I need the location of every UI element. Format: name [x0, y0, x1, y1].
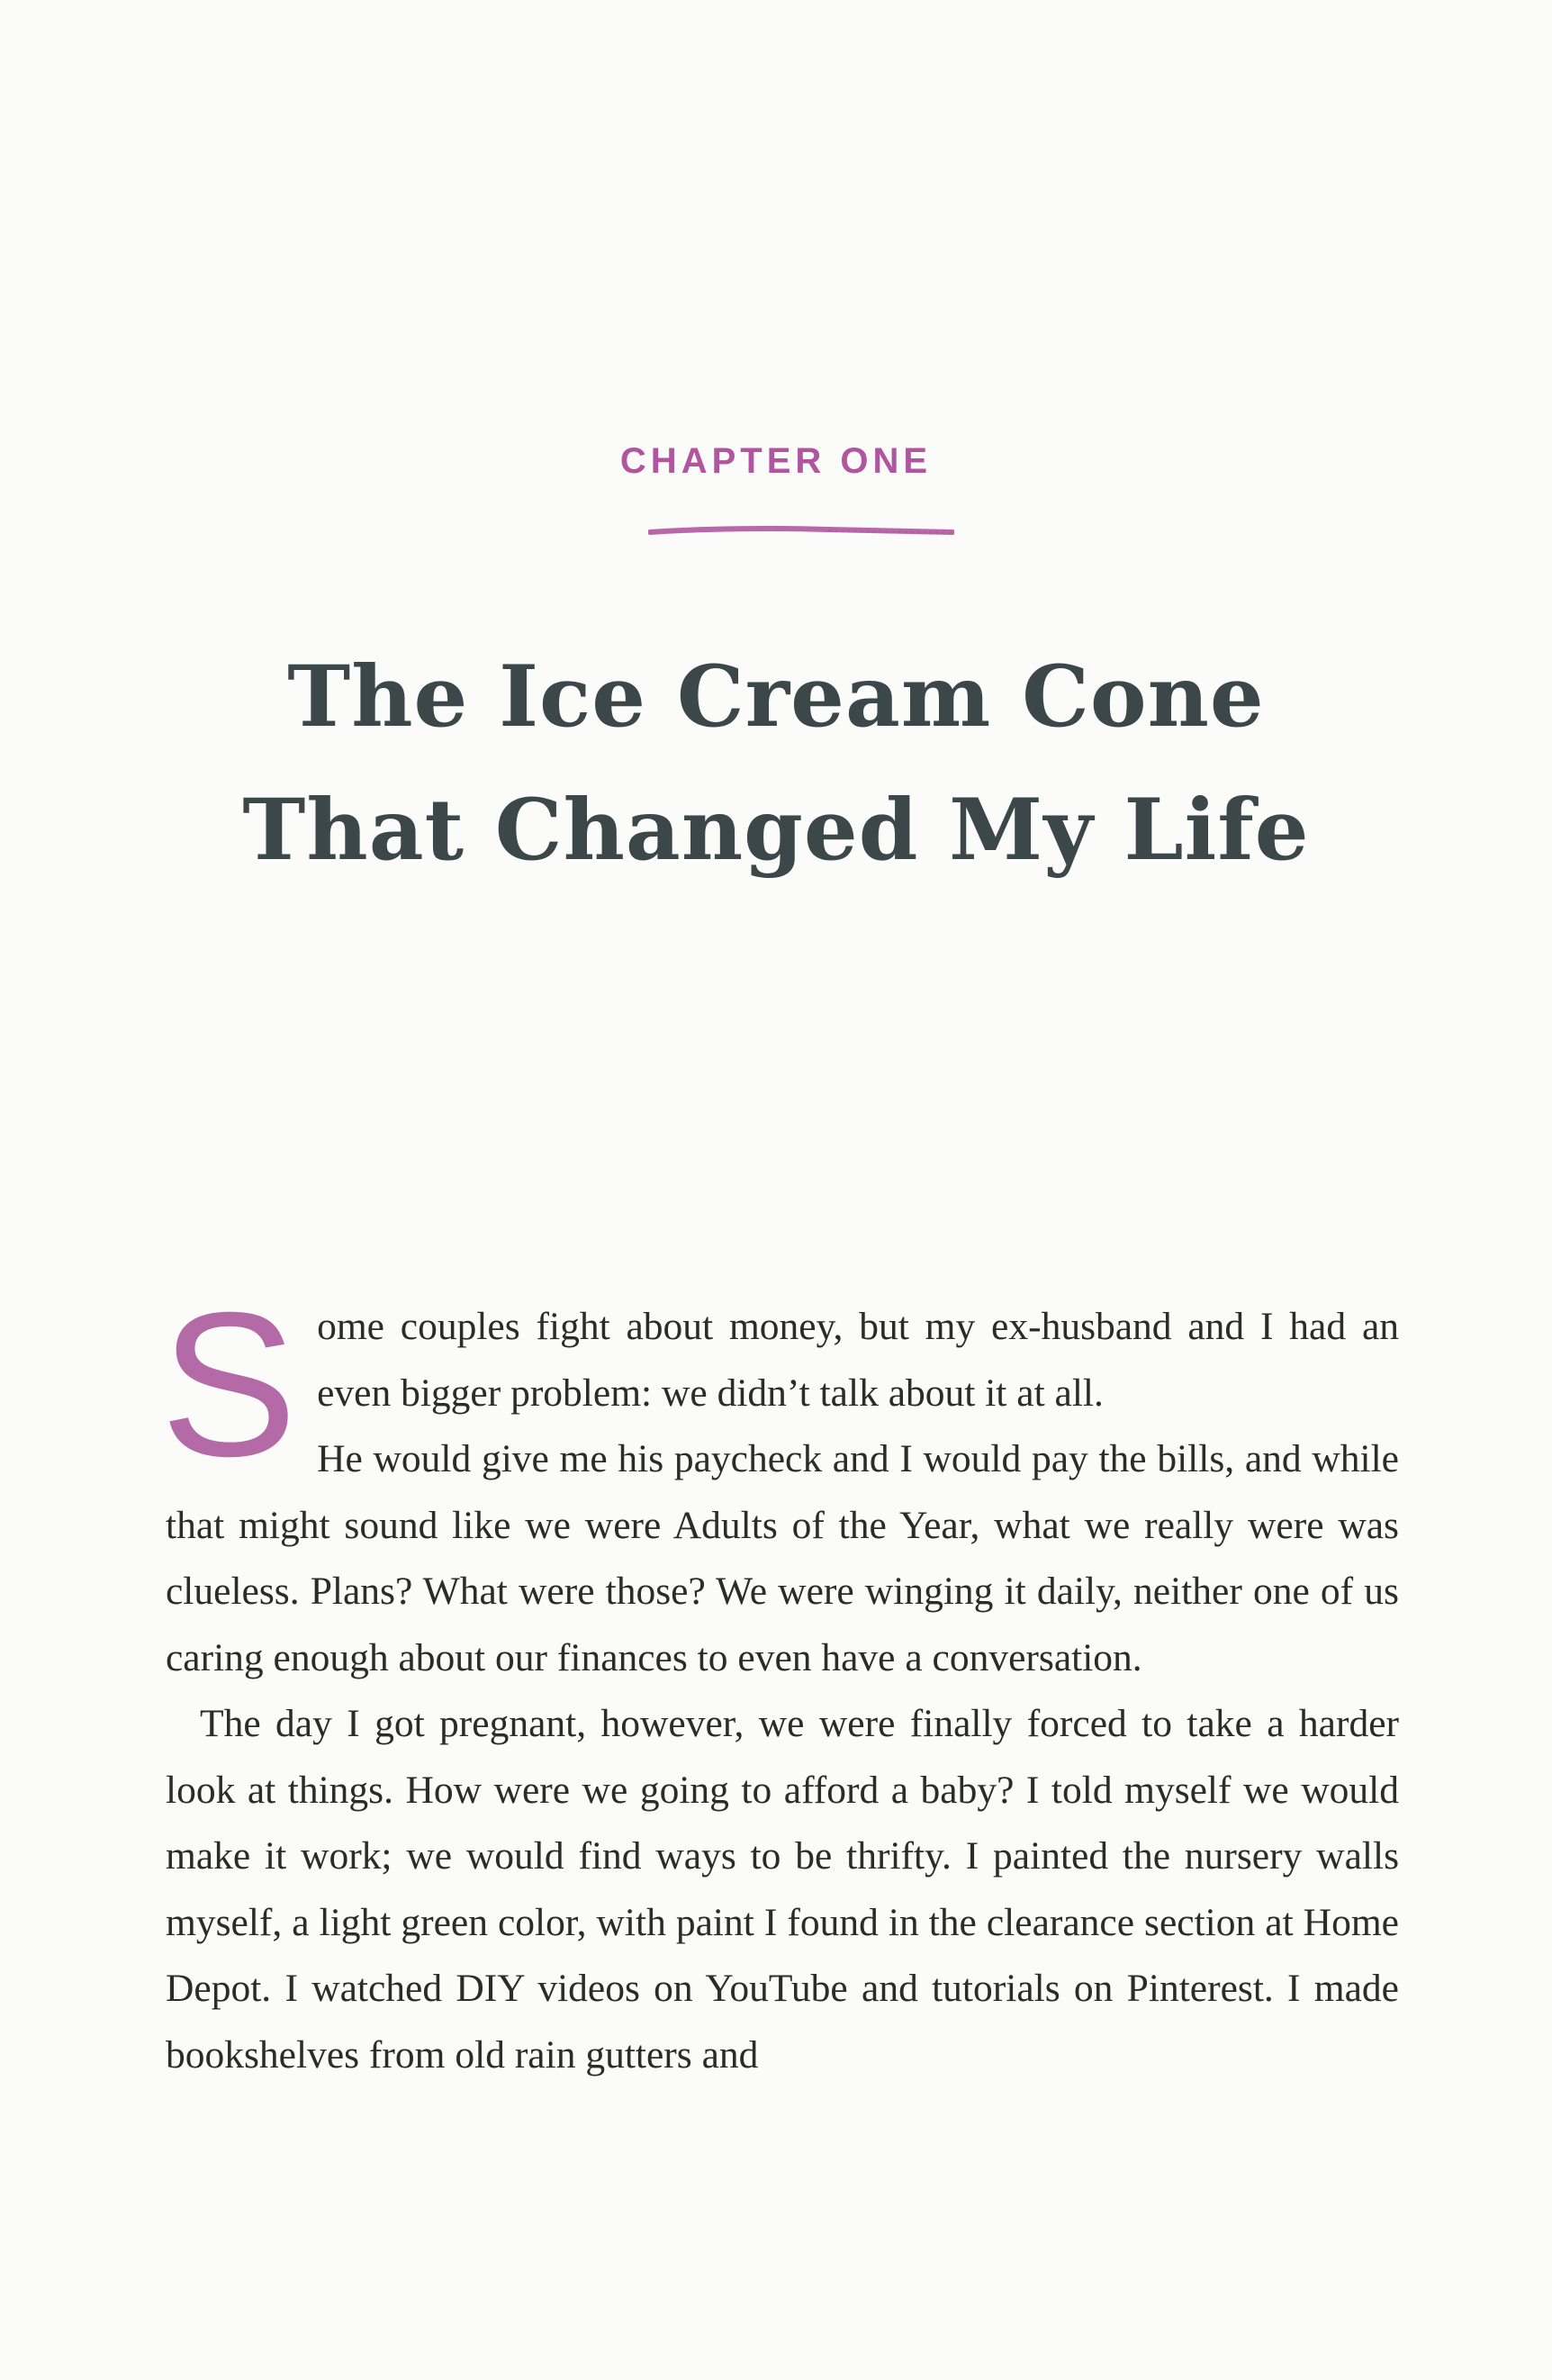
paragraph-3: The day I got pregnant, however, we were finally forced to take a harder look at things. How were we going to afford a baby? I told myself we would make it work; we would find ways to be thrifty. I painted the nursery walls myself, a light green color, with paint I found in the clearance section at Home Depot. I watched DIY videos on YouTube and tutorials on Pinterest. I made bookshelves from old rain gutters and	[166, 1702, 1399, 2077]
drop-cap: S	[160, 1271, 298, 1499]
paragraph-2: He would give me his paycheck and I would pay the bills, and while that might sound like we were Adults of the Year, what we really were was clueless. Plans? What were those? We were winging it daily, neither one of us caring enough about our finances to even have a conversation.	[166, 1437, 1399, 1679]
chapter-title	[0, 630, 1552, 897]
body-text	[160, 1271, 1399, 2088]
paragraph-1-text: ome couples fight about money, but my ex-husband and I had an even bigger problem: we didn’t talk about it at all.	[317, 1305, 1399, 1415]
chapter-title-line-1: The Ice Cream Cone	[287, 647, 1265, 747]
chapter-title-line-2: That Changed My Life	[242, 781, 1310, 880]
chapter-label: CHAPTER ONE	[619, 441, 933, 481]
paragraph-1	[160, 1271, 1399, 1499]
chapter-decorative-rule	[648, 526, 954, 537]
